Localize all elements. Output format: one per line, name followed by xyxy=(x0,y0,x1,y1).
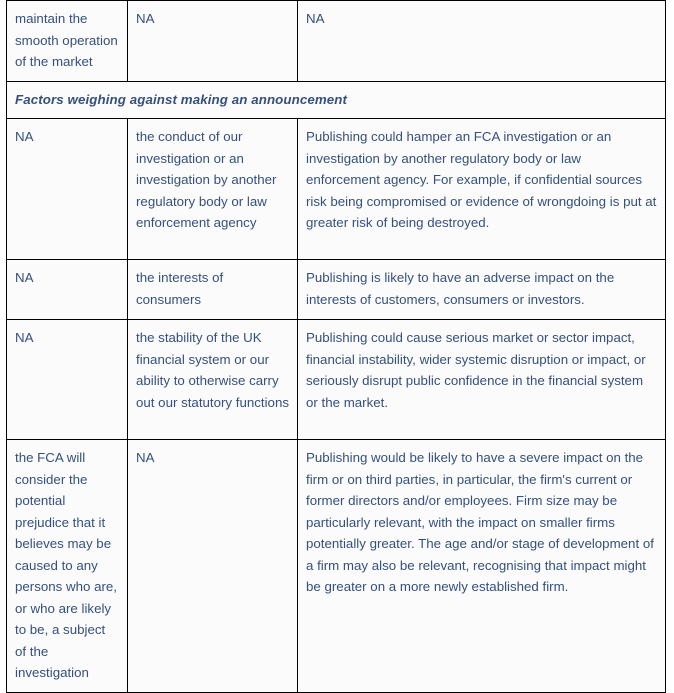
document-table-container xyxy=(6,0,665,693)
table-row xyxy=(7,119,666,260)
table-row xyxy=(7,320,666,440)
table-section-row xyxy=(7,81,666,119)
table-cell-factor: the stability of the UK financial system or our ability to otherwise carry out our statutory functions xyxy=(128,320,298,440)
table-cell-na: NA xyxy=(7,320,128,440)
table-cell-na: NA xyxy=(7,119,128,260)
table-row xyxy=(7,440,666,693)
table-cell-factor: the interests of consumers xyxy=(128,260,298,320)
table-cell-factor: the FCA will consider the potential prejudice that it believes may be caused to any persons who are, or who are likely to be, a subject of the investigation xyxy=(7,440,128,693)
table-body xyxy=(7,1,666,693)
table-cell-description: Publishing would be likely to have a severe impact on the firm or on third parties, in particular, the firm's current or former directors and/or employees. Firm size may be particularly relevant, with the impact on smaller firms potentially greater. The age and/or stage of development of a firm may also be relevant, recognising that impact might be greater on a more newly established firm. xyxy=(298,440,666,693)
table-cell-factor: the conduct of our investigation or an investigation by another regulatory body or law enforcement agency xyxy=(128,119,298,260)
table-cell-description: Publishing could cause serious market or sector impact, financial instability, wider systemic disruption or impact, or seriously disrupt public confidence in the financial system or the market. xyxy=(298,320,666,440)
table-cell-na: NA xyxy=(7,260,128,320)
table-row xyxy=(7,1,666,82)
table-cell-description: Publishing could hamper an FCA investigation or an investigation by another regulatory body or law enforcement agency. For example, if confidential sources risk being compromised or evidence of wrongdoing is put at greater risk of being destroyed. xyxy=(298,119,666,260)
table-cell-na: NA xyxy=(128,1,298,82)
section-header-band: Factors weighing against making an announcement xyxy=(7,81,666,119)
table-cell-factor: maintain the smooth operation of the market xyxy=(7,1,128,82)
factors-table xyxy=(6,0,666,693)
table-cell-na: NA xyxy=(298,1,666,82)
table-cell-description: Publishing is likely to have an adverse impact on the interests of customers, consumers or investors. xyxy=(298,260,666,320)
table-cell-na: NA xyxy=(128,440,298,693)
table-row xyxy=(7,260,666,320)
